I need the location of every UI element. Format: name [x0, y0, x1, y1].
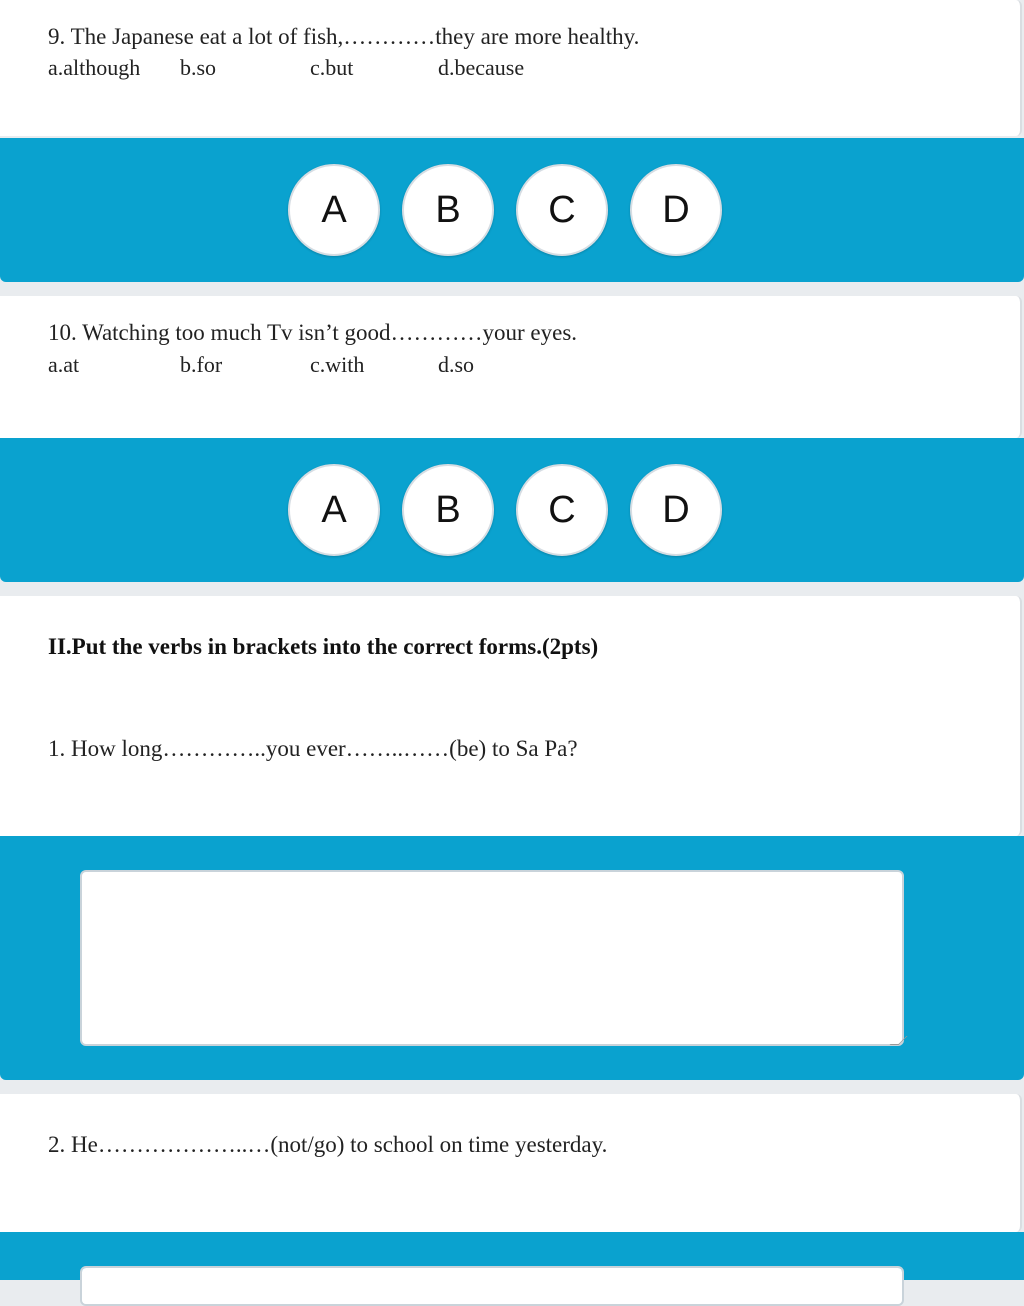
section-2-card	[0, 596, 1022, 836]
q10-choice-b-button[interactable]: B	[402, 464, 494, 556]
q9-option-b: b.so	[180, 55, 217, 80]
verb-question-2-answer-band	[0, 1232, 1024, 1280]
section-2-heading: II.Put the verbs in brackets into the correct forms.(2pts)	[48, 634, 599, 659]
verb-question-1-text: 1. How long…………..you ever……..……(be) to Sa Pa?	[48, 736, 578, 761]
question-10-card	[0, 296, 1022, 438]
q10-option-b: b.for	[180, 352, 223, 377]
q10-option-c: c.with	[310, 352, 365, 377]
q9-option-c: c.but	[310, 55, 354, 80]
q9-option-a: a.although	[48, 55, 141, 80]
verb-question-2-card	[0, 1094, 1022, 1232]
question-9-card	[0, 0, 1022, 136]
q9-option-d: d.because	[438, 55, 525, 80]
verb-question-2-text: 2. He………………..…(not/go) to school on time yesterday.	[48, 1132, 608, 1157]
q9-choice-c-button[interactable]: C	[516, 164, 608, 256]
q10-answer-band	[0, 438, 1024, 582]
verb-question-1-answer-band	[0, 836, 1024, 1080]
q9-answer-band	[0, 138, 1024, 282]
q10-option-a: a.at	[48, 352, 80, 377]
q10-choice-d-button[interactable]: D	[630, 464, 722, 556]
q9-choice-a-button[interactable]: A	[288, 164, 380, 256]
q10-choice-c-button[interactable]: C	[516, 464, 608, 556]
verb-question-2-answer-input[interactable]	[80, 1266, 904, 1306]
question-9-text: 9. The Japanese eat a lot of fish,…………they are more healthy.	[48, 24, 640, 49]
q9-choice-b-button[interactable]: B	[402, 164, 494, 256]
question-10-text: 10. Watching too much Tv isn’t good…………your eyes.	[48, 320, 578, 345]
q9-choice-d-button[interactable]: D	[630, 164, 722, 256]
q10-choice-a-button[interactable]: A	[288, 464, 380, 556]
q10-option-d: d.so	[438, 352, 475, 377]
verb-question-1-answer-input[interactable]	[80, 870, 904, 1046]
